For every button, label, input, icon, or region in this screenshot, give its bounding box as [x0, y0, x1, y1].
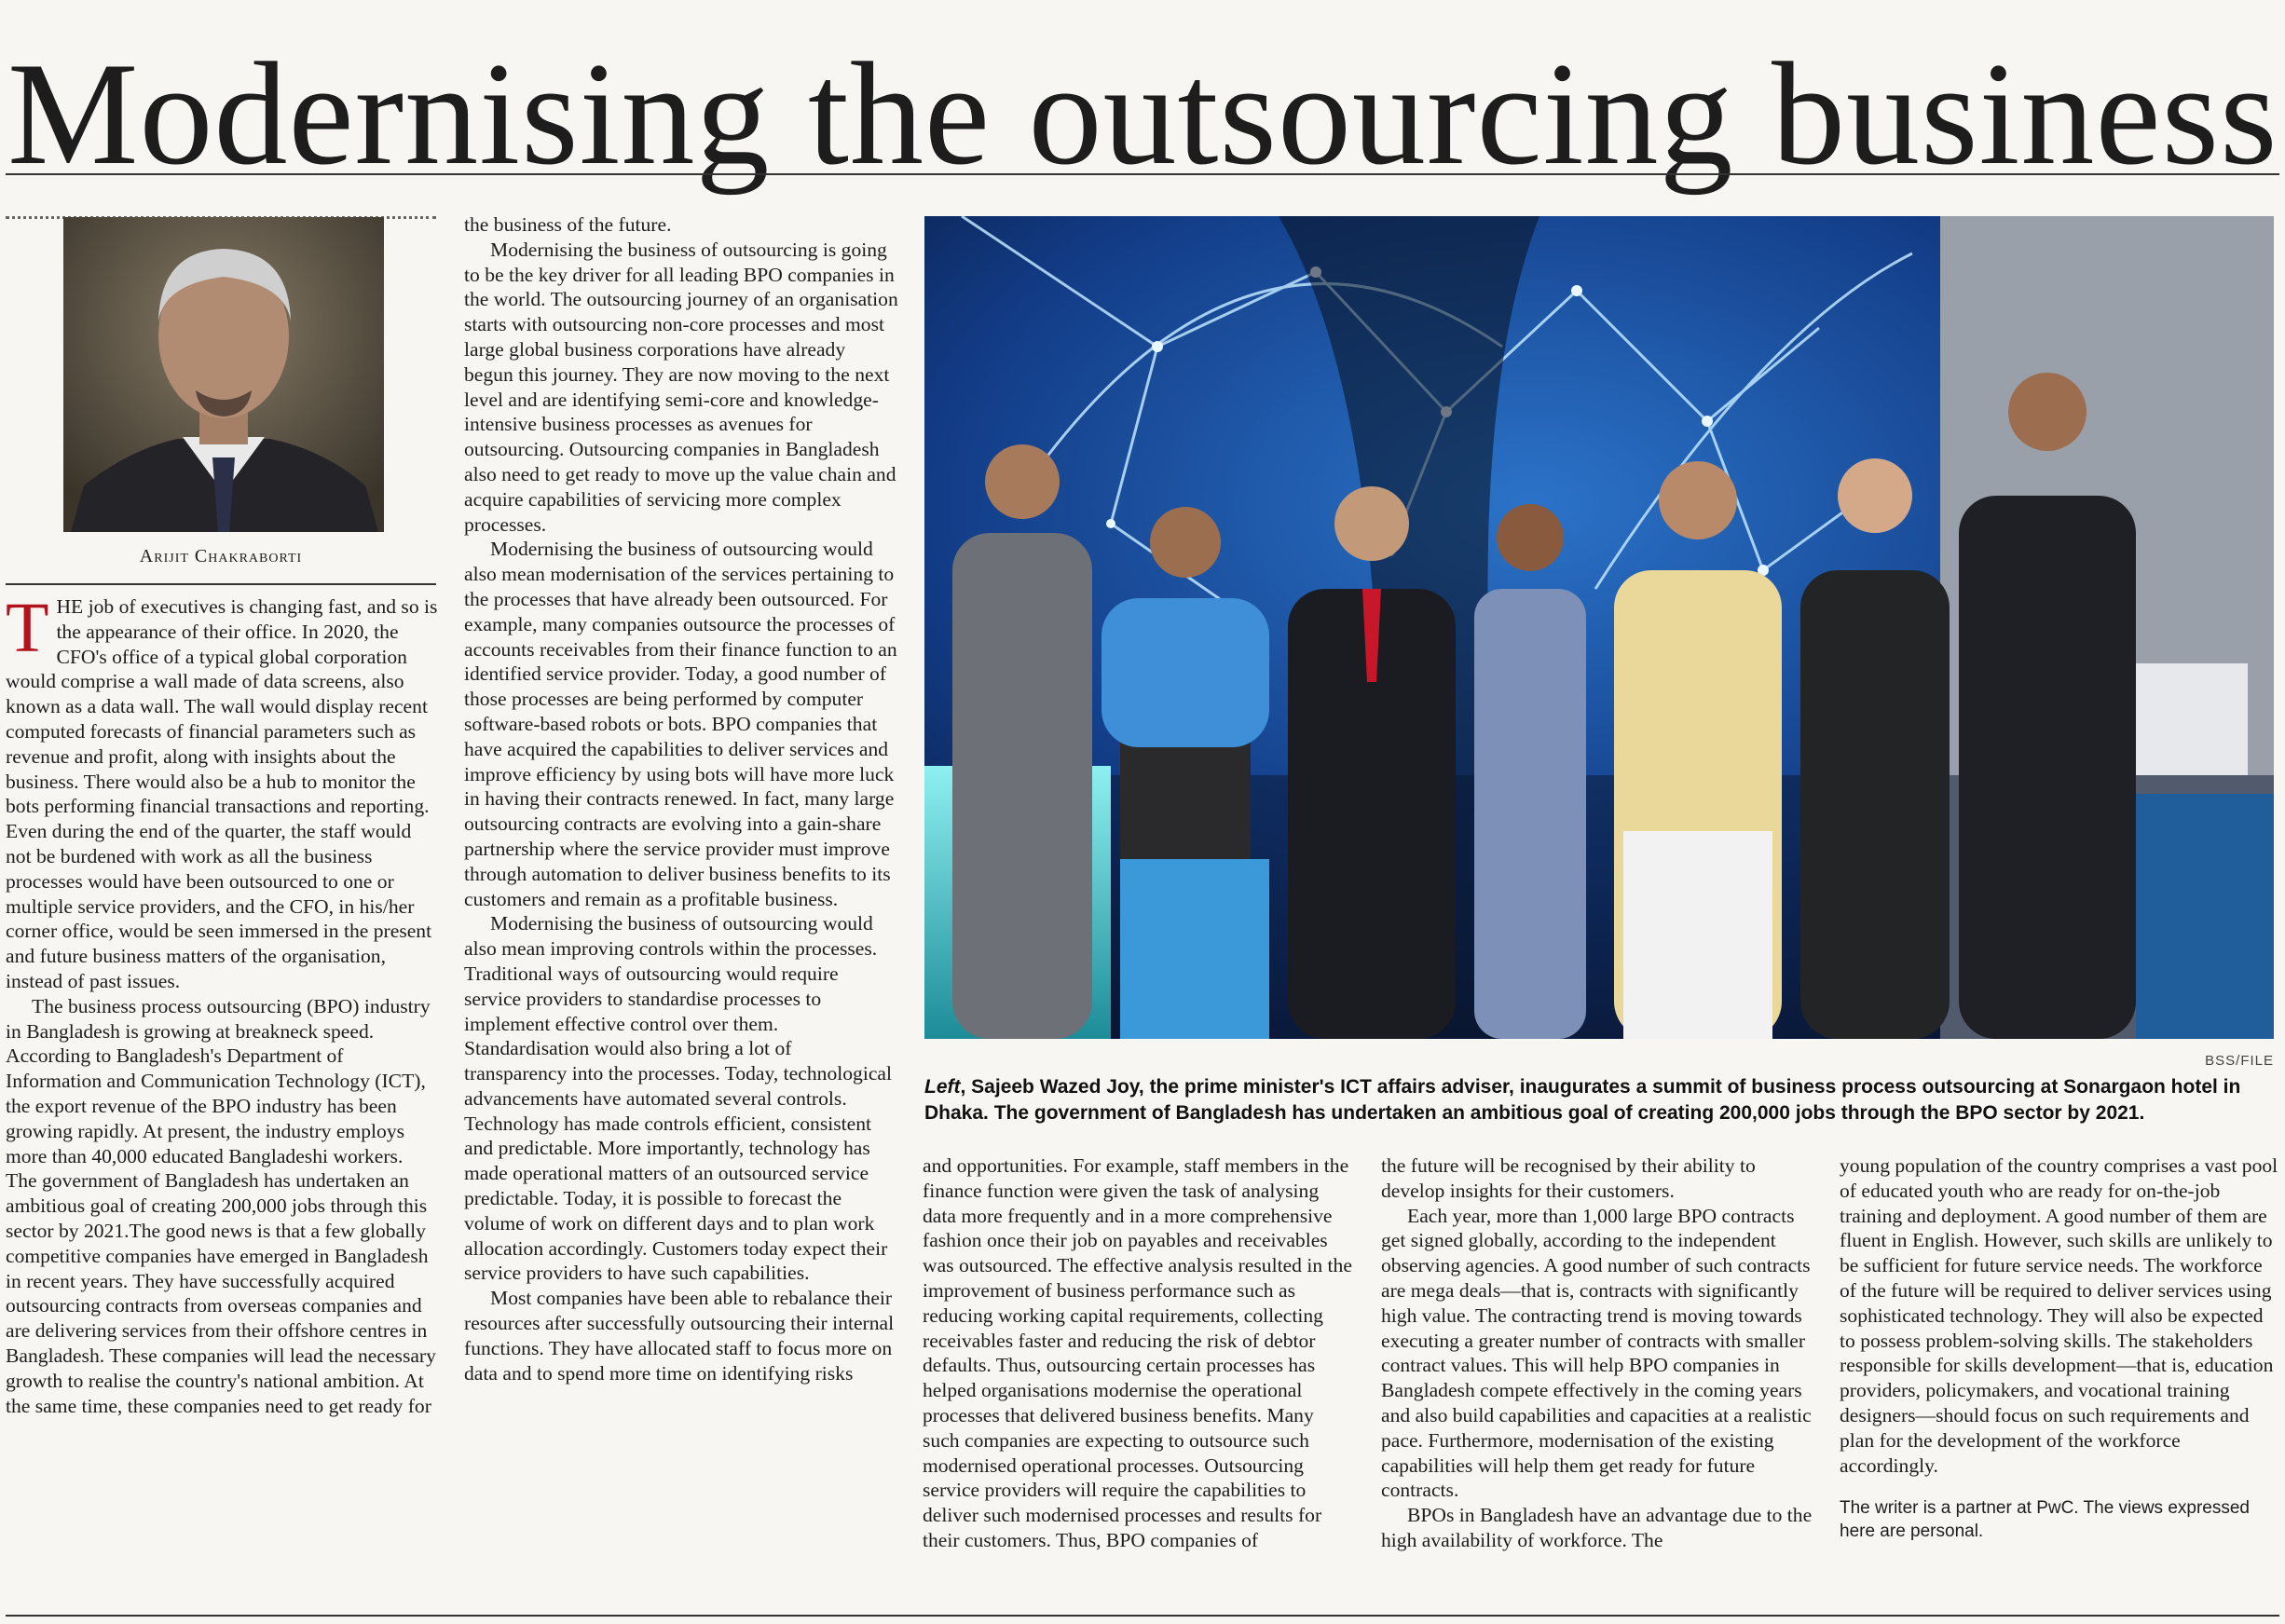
paragraph: Modernising the business of outsourcing is going to be the key driver for all leading BPO companies in the world. The outsourcing journey of an organisation starts with outsourcing non-core processes and most large global business corporations have already begun this journey. They are now moving to the next level and are identifying semi-core and knowledge-intensive business processes as avenues for outsourcing. Outsourcing companies in Bangladesh also need to get ready to move up the value chain and acquire capabilities of servicing more complex processes.: [464, 238, 898, 536]
paragraph: Modernising the business of outsourcing would also mean improving controls within the processes. Traditional ways of outsourcing would require service providers to standardise processes to implement effective control over them. Standardisation would also bring a lot of transparency into the processes. Today, technological advancements have automated several controls. Technology has made controls efficient, consistent and predictable. More importantly, technology has made operational matters of an outsourced service predictable. Today, it is possible to forecast the volume of work on different days and to plan work allocation accordingly. Customers today expect their service providers to have such capabilities.: [464, 912, 893, 1285]
news-photo: [924, 216, 2274, 1039]
headline: Modernising the outsourcing business: [7, 33, 2278, 196]
bottom-rule: [6, 1615, 2279, 1617]
author-portrait: [63, 217, 384, 532]
article-column-1: [6, 589, 438, 1418]
byline-rule: [6, 583, 436, 585]
paragraph: BPOs in Bangladesh have an advantage due to the high availability of workforce. The: [1381, 1504, 1813, 1551]
paragraph: Most companies have been able to rebalance their resources after successfully outsourcing their internal functions. They have allocated staff to focus more on data and to spend more time on identifying risks: [464, 1287, 895, 1385]
article-column-3: [923, 1153, 1355, 1553]
paragraph: young population of the country comprises a vast pool of educated youth who are ready for on-the-job training and deployment. A good number of them are fluent in English. However, such skills are unlikely to be sufficient for future service needs. The workforce of the future will be required to deliver services using sophisticated technology. They will also be expected to possess problem-solving skills. The stakeholders responsible for skills development—that is, education providers, policymakers, and vocational training designers—should focus on such requirements and plan for the development of the workforce accordingly.: [1840, 1154, 2278, 1477]
paragraph: [6, 589, 438, 994]
paragraph: The business process outsourcing (BPO) industry in Bangladesh is growing at breakneck speed. According to Bangladesh's Department of Information and Communication Technology (ICT), the export revenue of the BPO industry has been growing rapidly. At present, the industry employs more than 40,000 educated Bangladeshi workers. The government of Bangladesh has undertaken an ambitious goal of creating 200,000 jobs through this sector by 2021.The good news is that a few globally competitive companies have emerged in Bangladesh in recent years. They have successfully acquired outsourcing contracts from overseas companies and are delivering services from their offshore centres in Bangladesh. These companies will lead the necessary growth to realise the country's national ambition. At the same time, these companies need to get ready for: [6, 994, 436, 1417]
paragraph: the business of the future.: [464, 213, 672, 236]
paragraph: the future will be recognised by their ability to develop insights for their customers.: [1381, 1154, 1756, 1202]
article-column-2: [464, 212, 898, 1385]
author-note: The writer is a partner at PwC. The views expressed here are personal.: [1840, 1498, 2250, 1542]
article-column-4: [1381, 1153, 1813, 1553]
caption-text: , Sajeeb Wazed Joy, the prime minister's ICT affairs adviser, inaugurates a summit of business process outsourcing at Sonargaon hotel in Dhaka. The government of Bangladesh has undertaken an ambitious goal of creating 200,000 jobs through the BPO sector by 2021.: [924, 1076, 2241, 1124]
paragraph: and opportunities. For example, staff members in the finance function were given the task of analysing data more frequently and in a more comprehensive fashion once their job on payables and receivables was outsourced. The effective analysis resulted in the improvement of business performance such as reducing working capital requirements, collecting receivables faster and reducing the risk of debtor defaults. Thus, outsourcing certain processes has helped organisations modernise the operational processes that delivered business benefits. Many such companies are expecting to outsource such modernised operational processes. Outsourcing service providers will require the capabilities to deliver such modernised processes and results for their customers. Thus, BPO companies of: [923, 1154, 1352, 1551]
article-column-5: [1840, 1153, 2281, 1543]
byline: Arijit Chakraborti: [139, 546, 303, 566]
drop-cap: T: [6, 589, 49, 667]
paragraph: Each year, more than 1,000 large BPO contracts get signed globally, according to the independent observing agencies. A good number of such contracts are mega deals—that is, contracts with significantly high value. The contracting trend is moving towards executing a greater number of contracts with smaller contract values. This will help BPO companies in Bangladesh compete effectively in the coming years and also build capabilities and capacities at a realistic pace. Furthermore, modernisation of the existing capabilities will help them get ready for future contracts.: [1381, 1204, 1812, 1502]
photo-caption: [924, 1074, 2276, 1126]
caption-lead: Left: [924, 1076, 961, 1098]
headline-rule: [6, 173, 2279, 175]
paragraph-text: HE job of executives is changing fast, and so is the appearance of their office. In 2020, the CFO's office of a typical global corporation would comprise a wall made of data screens, also known as a data wall. The wall would display recent computed forecasts of financial parameters such as revenue and profit, along with insights about the business. There would also be a hub to monitor the bots performing financial transactions and reporting. Even during the end of the quarter, the staff would not be burdened with work as all the business processes would have been outsourced to one or multiple service providers, and the CFO, in his/her corner office, would be seen immersed in the present and future business matters of the organisation, instead of past issues.: [6, 595, 438, 992]
paragraph: Modernising the business of outsourcing would also mean modernisation of the services pertaining to the processes that have already been outsourced. For example, many companies outsource the processes of accounts receivables from their finance function to an identified service provider. Today, a good number of those processes are being performed by computer software-based robots or bots. BPO companies that have acquired the capabilities to deliver services and improve efficiency by using bots will have more luck in having their contracts renewed. In fact, many large outsourcing contracts are evolving into a gain-share partnership where the service provider must improve through automation to deliver business benefits to its customers and remain as a profitable business.: [464, 538, 897, 910]
photo-credit: BSS/FILE: [2205, 1053, 2274, 1069]
